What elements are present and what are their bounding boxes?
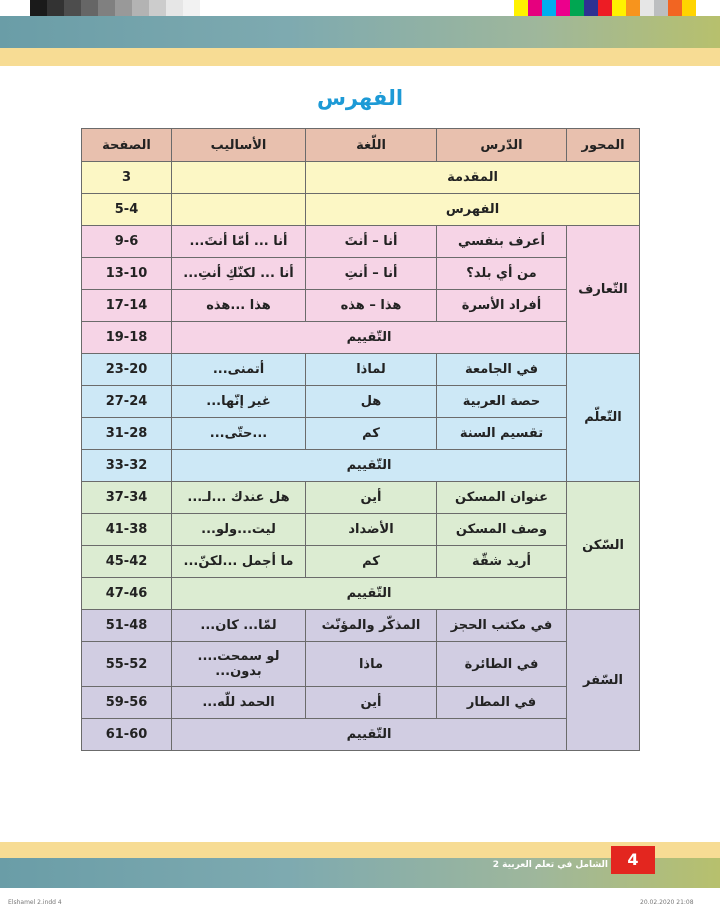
- language-cell: كم: [306, 418, 437, 450]
- swatch: [149, 0, 166, 16]
- table-row: [82, 687, 640, 719]
- lesson-cell: وصف المسكن: [437, 514, 567, 546]
- toc-table: [81, 128, 640, 751]
- header-language: اللّغة: [306, 129, 437, 162]
- swatch: [115, 0, 132, 16]
- language-cell: أين: [306, 482, 437, 514]
- table-row: [82, 322, 640, 354]
- swatch: [514, 0, 528, 16]
- axis-cell: التّعلّم: [567, 354, 640, 482]
- page-cell: 31-28: [82, 418, 172, 450]
- table-row: [82, 418, 640, 450]
- language-cell: أنا – أنتِ: [306, 258, 437, 290]
- page-cell: 33-32: [82, 450, 172, 482]
- table-row: [82, 578, 640, 610]
- styles-line: بدون...: [215, 664, 262, 679]
- lesson-cell: أفراد الأسرة: [437, 290, 567, 322]
- eval-cell: التّقييم: [172, 450, 567, 482]
- styles-cell: أنا ... لكنّكِ أنتِ...: [172, 258, 306, 290]
- print-slug-file: Elshamel 2.indd 4: [8, 899, 62, 906]
- page-cell: 61-60: [82, 719, 172, 751]
- color-bar-left: [30, 0, 217, 16]
- page-cell: 19-18: [82, 322, 172, 354]
- language-cell: أين: [306, 687, 437, 719]
- page-cell: 23-20: [82, 354, 172, 386]
- empty-cell: [172, 162, 306, 194]
- swatch: [64, 0, 81, 16]
- lesson-cell: في الطائرة: [437, 642, 567, 687]
- swatch: [528, 0, 542, 16]
- color-bar-right: [514, 0, 696, 16]
- page-cell: 59-56: [82, 687, 172, 719]
- styles-cell: هل عندك ...لـ...: [172, 482, 306, 514]
- empty-cell: [172, 194, 306, 226]
- table-row: [82, 514, 640, 546]
- book-title: الشامل في تعلم العربية 2: [492, 860, 608, 870]
- page-cell: 17-14: [82, 290, 172, 322]
- language-cell: هل: [306, 386, 437, 418]
- eval-cell: التّقييم: [172, 578, 567, 610]
- swatch: [640, 0, 654, 16]
- table-row: [82, 258, 640, 290]
- language-cell: الأضداد: [306, 514, 437, 546]
- swatch: [166, 0, 183, 16]
- page-cell: 9-6: [82, 226, 172, 258]
- header-styles: الأساليب: [172, 129, 306, 162]
- page-cell: 51-48: [82, 610, 172, 642]
- table-row: [82, 450, 640, 482]
- table-row: [82, 354, 640, 386]
- table-row: [82, 290, 640, 322]
- swatch: [570, 0, 584, 16]
- header-page: الصفحة: [82, 129, 172, 162]
- axis-cell: السّفر: [567, 610, 640, 751]
- swatch: [584, 0, 598, 16]
- eval-cell: التّقييم: [172, 719, 567, 751]
- lesson-cell: أعرف بنفسي: [437, 226, 567, 258]
- page-cell: 45-42: [82, 546, 172, 578]
- page-cell: 27-24: [82, 386, 172, 418]
- page-number: 4: [611, 846, 655, 874]
- axis-cell: التّعارف: [567, 226, 640, 354]
- table-row: [82, 162, 640, 194]
- swatch: [30, 0, 47, 16]
- header-lesson: الدّرس: [437, 129, 567, 162]
- header-axis: المحور: [567, 129, 640, 162]
- table-row: [82, 610, 640, 642]
- intro-label: المقدمة: [306, 162, 640, 194]
- swatch: [668, 0, 682, 16]
- swatch: [542, 0, 556, 16]
- styles-cell: أنا ... أمّا أنتَ...: [172, 226, 306, 258]
- swatch: [98, 0, 115, 16]
- swatch: [654, 0, 668, 16]
- language-cell: لماذا: [306, 354, 437, 386]
- page-cell: 13-10: [82, 258, 172, 290]
- eval-cell: التّقييم: [172, 322, 567, 354]
- swatch: [183, 0, 200, 16]
- page-cell: 55-52: [82, 642, 172, 687]
- styles-cell: هذا ...هذه: [172, 290, 306, 322]
- styles-cell: ما أجمل ...لكنّ...: [172, 546, 306, 578]
- styles-cell: أتمنى...: [172, 354, 306, 386]
- swatch: [598, 0, 612, 16]
- page-title: الفهرس: [316, 86, 404, 110]
- language-cell: هذا – هذه: [306, 290, 437, 322]
- styles-cell: ليت...ولو...: [172, 514, 306, 546]
- styles-cell: غير إنّها...: [172, 386, 306, 418]
- language-cell: كم: [306, 546, 437, 578]
- axis-cell: السّكن: [567, 482, 640, 610]
- swatch: [200, 0, 217, 16]
- styles-cell: ...حتّى...: [172, 418, 306, 450]
- table-row: [82, 226, 640, 258]
- table-row: [82, 386, 640, 418]
- swatch: [556, 0, 570, 16]
- swatch: [612, 0, 626, 16]
- table-row: [82, 194, 640, 226]
- table-row: [82, 642, 640, 687]
- styles-cell: الحمد للّه...: [172, 687, 306, 719]
- page-cell: 3: [82, 162, 172, 194]
- page-cell: 5-4: [82, 194, 172, 226]
- lesson-cell: تقسيم السنة: [437, 418, 567, 450]
- page-cell: 47-46: [82, 578, 172, 610]
- intro-label: الفهرس: [306, 194, 640, 226]
- styles-line: لو سمحت....: [197, 649, 280, 664]
- lesson-cell: في الجامعة: [437, 354, 567, 386]
- lesson-cell: عنوان المسكن: [437, 482, 567, 514]
- swatch: [626, 0, 640, 16]
- lesson-cell: أريد شقّة: [437, 546, 567, 578]
- table-row: [82, 482, 640, 514]
- swatch: [47, 0, 64, 16]
- swatch: [81, 0, 98, 16]
- table-row: [82, 719, 640, 751]
- language-cell: ماذا: [306, 642, 437, 687]
- header-strip: [0, 48, 720, 66]
- lesson-cell: حصة العربية: [437, 386, 567, 418]
- language-cell: المذكّر والمؤنّث: [306, 610, 437, 642]
- print-slug-date: 20.02.2020 21:08: [640, 899, 694, 906]
- language-cell: أنا – أنتَ: [306, 226, 437, 258]
- swatch: [682, 0, 696, 16]
- lesson-cell: في المطار: [437, 687, 567, 719]
- page-cell: 41-38: [82, 514, 172, 546]
- header-band: [0, 16, 720, 48]
- styles-cell: لمّا... كان...: [172, 610, 306, 642]
- lesson-cell: في مكتب الحجز: [437, 610, 567, 642]
- lesson-cell: من أي بلد؟: [437, 258, 567, 290]
- table-row: [82, 546, 640, 578]
- header-row: [82, 129, 640, 162]
- swatch: [132, 0, 149, 16]
- page-cell: 37-34: [82, 482, 172, 514]
- styles-cell: [172, 642, 306, 687]
